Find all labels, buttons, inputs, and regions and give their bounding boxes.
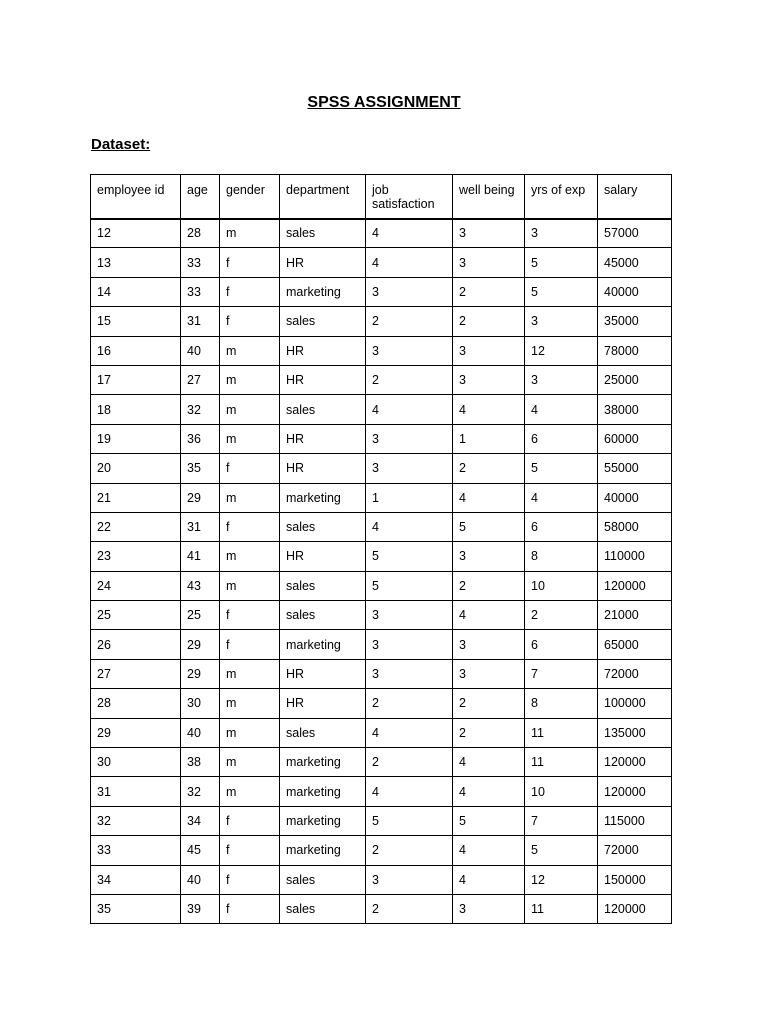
cell-job-satisfaction: 2 bbox=[366, 689, 453, 718]
table-row bbox=[91, 219, 672, 248]
cell-salary: 120000 bbox=[598, 777, 672, 806]
cell-yrs-of-exp: 4 bbox=[525, 483, 598, 512]
table-row bbox=[91, 454, 672, 483]
cell-well-being: 4 bbox=[453, 483, 525, 512]
column-header-yrs-of-exp: yrs of exp bbox=[525, 175, 598, 219]
cell-job-satisfaction: 2 bbox=[366, 307, 453, 336]
cell-yrs-of-exp: 8 bbox=[525, 542, 598, 571]
cell-department: HR bbox=[280, 542, 366, 571]
cell-department: HR bbox=[280, 365, 366, 394]
cell-well-being: 4 bbox=[453, 748, 525, 777]
cell-job-satisfaction: 4 bbox=[366, 395, 453, 424]
cell-well-being: 4 bbox=[453, 836, 525, 865]
cell-job-satisfaction: 5 bbox=[366, 542, 453, 571]
table-row bbox=[91, 630, 672, 659]
cell-yrs-of-exp: 3 bbox=[525, 307, 598, 336]
page-title: SPSS ASSIGNMENT bbox=[307, 94, 461, 111]
cell-well-being: 2 bbox=[453, 689, 525, 718]
table-row bbox=[91, 307, 672, 336]
cell-gender: f bbox=[220, 601, 280, 630]
cell-employee-id: 25 bbox=[91, 601, 181, 630]
cell-gender: m bbox=[220, 395, 280, 424]
cell-well-being: 3 bbox=[453, 219, 525, 248]
cell-gender: m bbox=[220, 659, 280, 688]
cell-salary: 35000 bbox=[598, 307, 672, 336]
cell-age: 30 bbox=[181, 689, 220, 718]
cell-well-being: 5 bbox=[453, 512, 525, 541]
cell-job-satisfaction: 4 bbox=[366, 777, 453, 806]
cell-age: 36 bbox=[181, 424, 220, 453]
cell-yrs-of-exp: 6 bbox=[525, 630, 598, 659]
cell-yrs-of-exp: 3 bbox=[525, 219, 598, 248]
cell-age: 32 bbox=[181, 395, 220, 424]
cell-gender: f bbox=[220, 894, 280, 923]
cell-employee-id: 20 bbox=[91, 454, 181, 483]
cell-gender: m bbox=[220, 689, 280, 718]
cell-job-satisfaction: 4 bbox=[366, 219, 453, 248]
cell-employee-id: 13 bbox=[91, 248, 181, 277]
column-header-department: department bbox=[280, 175, 366, 219]
cell-department: sales bbox=[280, 601, 366, 630]
cell-well-being: 2 bbox=[453, 277, 525, 306]
cell-age: 25 bbox=[181, 601, 220, 630]
column-header-job-satisfaction: job satisfaction bbox=[366, 175, 453, 219]
cell-gender: f bbox=[220, 512, 280, 541]
cell-salary: 55000 bbox=[598, 454, 672, 483]
table-row bbox=[91, 336, 672, 365]
cell-age: 35 bbox=[181, 454, 220, 483]
cell-gender: f bbox=[220, 307, 280, 336]
table-row bbox=[91, 512, 672, 541]
cell-job-satisfaction: 1 bbox=[366, 483, 453, 512]
cell-age: 29 bbox=[181, 659, 220, 688]
column-header-salary: salary bbox=[598, 175, 672, 219]
cell-yrs-of-exp: 10 bbox=[525, 777, 598, 806]
cell-yrs-of-exp: 6 bbox=[525, 512, 598, 541]
cell-employee-id: 32 bbox=[91, 806, 181, 835]
cell-employee-id: 24 bbox=[91, 571, 181, 600]
cell-age: 27 bbox=[181, 365, 220, 394]
cell-department: HR bbox=[280, 336, 366, 365]
cell-gender: m bbox=[220, 777, 280, 806]
cell-age: 40 bbox=[181, 865, 220, 894]
cell-employee-id: 18 bbox=[91, 395, 181, 424]
cell-salary: 25000 bbox=[598, 365, 672, 394]
cell-age: 38 bbox=[181, 748, 220, 777]
cell-yrs-of-exp: 8 bbox=[525, 689, 598, 718]
cell-department: sales bbox=[280, 865, 366, 894]
column-header-age: age bbox=[181, 175, 220, 219]
cell-employee-id: 29 bbox=[91, 718, 181, 747]
cell-salary: 120000 bbox=[598, 748, 672, 777]
cell-employee-id: 34 bbox=[91, 865, 181, 894]
cell-gender: m bbox=[220, 542, 280, 571]
cell-employee-id: 22 bbox=[91, 512, 181, 541]
cell-well-being: 2 bbox=[453, 571, 525, 600]
cell-job-satisfaction: 2 bbox=[366, 836, 453, 865]
cell-well-being: 2 bbox=[453, 718, 525, 747]
cell-job-satisfaction: 5 bbox=[366, 571, 453, 600]
cell-yrs-of-exp: 2 bbox=[525, 601, 598, 630]
cell-department: marketing bbox=[280, 630, 366, 659]
cell-age: 29 bbox=[181, 483, 220, 512]
table-row bbox=[91, 571, 672, 600]
column-header-gender: gender bbox=[220, 175, 280, 219]
cell-yrs-of-exp: 12 bbox=[525, 336, 598, 365]
table-row bbox=[91, 542, 672, 571]
cell-salary: 120000 bbox=[598, 894, 672, 923]
cell-department: HR bbox=[280, 248, 366, 277]
table-row bbox=[91, 659, 672, 688]
cell-employee-id: 33 bbox=[91, 836, 181, 865]
cell-age: 31 bbox=[181, 307, 220, 336]
cell-department: sales bbox=[280, 718, 366, 747]
cell-gender: f bbox=[220, 806, 280, 835]
cell-gender: m bbox=[220, 483, 280, 512]
cell-well-being: 5 bbox=[453, 806, 525, 835]
table-row bbox=[91, 601, 672, 630]
cell-department: sales bbox=[280, 512, 366, 541]
cell-gender: m bbox=[220, 365, 280, 394]
cell-employee-id: 35 bbox=[91, 894, 181, 923]
cell-job-satisfaction: 3 bbox=[366, 630, 453, 659]
cell-department: marketing bbox=[280, 836, 366, 865]
cell-gender: f bbox=[220, 277, 280, 306]
cell-department: marketing bbox=[280, 777, 366, 806]
cell-gender: m bbox=[220, 571, 280, 600]
cell-job-satisfaction: 3 bbox=[366, 424, 453, 453]
cell-age: 31 bbox=[181, 512, 220, 541]
cell-salary: 135000 bbox=[598, 718, 672, 747]
cell-job-satisfaction: 2 bbox=[366, 894, 453, 923]
cell-salary: 65000 bbox=[598, 630, 672, 659]
cell-well-being: 3 bbox=[453, 542, 525, 571]
cell-department: sales bbox=[280, 894, 366, 923]
cell-salary: 72000 bbox=[598, 836, 672, 865]
cell-well-being: 3 bbox=[453, 365, 525, 394]
table-row bbox=[91, 483, 672, 512]
cell-gender: f bbox=[220, 630, 280, 659]
cell-salary: 120000 bbox=[598, 571, 672, 600]
cell-yrs-of-exp: 4 bbox=[525, 395, 598, 424]
cell-age: 40 bbox=[181, 336, 220, 365]
cell-yrs-of-exp: 5 bbox=[525, 836, 598, 865]
cell-salary: 150000 bbox=[598, 865, 672, 894]
cell-job-satisfaction: 3 bbox=[366, 865, 453, 894]
cell-employee-id: 23 bbox=[91, 542, 181, 571]
cell-well-being: 4 bbox=[453, 601, 525, 630]
cell-employee-id: 21 bbox=[91, 483, 181, 512]
table-body bbox=[91, 219, 672, 924]
cell-yrs-of-exp: 7 bbox=[525, 659, 598, 688]
cell-well-being: 2 bbox=[453, 454, 525, 483]
table-row bbox=[91, 806, 672, 835]
cell-department: sales bbox=[280, 307, 366, 336]
table-row bbox=[91, 894, 672, 923]
cell-job-satisfaction: 5 bbox=[366, 806, 453, 835]
cell-salary: 57000 bbox=[598, 219, 672, 248]
cell-salary: 58000 bbox=[598, 512, 672, 541]
cell-department: HR bbox=[280, 454, 366, 483]
cell-yrs-of-exp: 5 bbox=[525, 277, 598, 306]
table-row bbox=[91, 777, 672, 806]
table-row bbox=[91, 365, 672, 394]
column-header-employee-id: employee id bbox=[91, 175, 181, 219]
cell-yrs-of-exp: 3 bbox=[525, 365, 598, 394]
table-row bbox=[91, 865, 672, 894]
cell-employee-id: 28 bbox=[91, 689, 181, 718]
cell-job-satisfaction: 4 bbox=[366, 718, 453, 747]
cell-department: sales bbox=[280, 571, 366, 600]
cell-gender: m bbox=[220, 219, 280, 248]
cell-well-being: 3 bbox=[453, 659, 525, 688]
cell-employee-id: 27 bbox=[91, 659, 181, 688]
cell-department: sales bbox=[280, 395, 366, 424]
cell-department: HR bbox=[280, 659, 366, 688]
cell-department: HR bbox=[280, 424, 366, 453]
table-row bbox=[91, 748, 672, 777]
cell-yrs-of-exp: 12 bbox=[525, 865, 598, 894]
table-row bbox=[91, 395, 672, 424]
cell-salary: 60000 bbox=[598, 424, 672, 453]
cell-age: 29 bbox=[181, 630, 220, 659]
cell-age: 33 bbox=[181, 277, 220, 306]
table-row bbox=[91, 689, 672, 718]
cell-gender: f bbox=[220, 248, 280, 277]
cell-department: marketing bbox=[280, 277, 366, 306]
cell-department: sales bbox=[280, 219, 366, 248]
cell-salary: 72000 bbox=[598, 659, 672, 688]
cell-job-satisfaction: 3 bbox=[366, 659, 453, 688]
cell-gender: m bbox=[220, 424, 280, 453]
cell-well-being: 1 bbox=[453, 424, 525, 453]
cell-yrs-of-exp: 11 bbox=[525, 748, 598, 777]
cell-well-being: 3 bbox=[453, 248, 525, 277]
cell-job-satisfaction: 3 bbox=[366, 336, 453, 365]
column-header-well-being: well being bbox=[453, 175, 525, 219]
cell-salary: 40000 bbox=[598, 277, 672, 306]
cell-age: 28 bbox=[181, 219, 220, 248]
cell-salary: 38000 bbox=[598, 395, 672, 424]
cell-yrs-of-exp: 11 bbox=[525, 894, 598, 923]
cell-age: 33 bbox=[181, 248, 220, 277]
cell-age: 39 bbox=[181, 894, 220, 923]
cell-employee-id: 31 bbox=[91, 777, 181, 806]
cell-employee-id: 26 bbox=[91, 630, 181, 659]
cell-employee-id: 30 bbox=[91, 748, 181, 777]
cell-gender: m bbox=[220, 748, 280, 777]
dataset-table bbox=[90, 174, 672, 924]
cell-employee-id: 19 bbox=[91, 424, 181, 453]
cell-department: HR bbox=[280, 689, 366, 718]
cell-employee-id: 17 bbox=[91, 365, 181, 394]
cell-yrs-of-exp: 10 bbox=[525, 571, 598, 600]
cell-well-being: 2 bbox=[453, 307, 525, 336]
cell-job-satisfaction: 3 bbox=[366, 277, 453, 306]
cell-yrs-of-exp: 5 bbox=[525, 454, 598, 483]
cell-age: 40 bbox=[181, 718, 220, 747]
cell-employee-id: 15 bbox=[91, 307, 181, 336]
cell-salary: 21000 bbox=[598, 601, 672, 630]
cell-employee-id: 14 bbox=[91, 277, 181, 306]
cell-salary: 40000 bbox=[598, 483, 672, 512]
table-row bbox=[91, 277, 672, 306]
table-row bbox=[91, 424, 672, 453]
cell-yrs-of-exp: 7 bbox=[525, 806, 598, 835]
cell-job-satisfaction: 2 bbox=[366, 365, 453, 394]
cell-well-being: 4 bbox=[453, 777, 525, 806]
cell-gender: f bbox=[220, 865, 280, 894]
cell-age: 43 bbox=[181, 571, 220, 600]
cell-job-satisfaction: 2 bbox=[366, 748, 453, 777]
table-row bbox=[91, 248, 672, 277]
cell-gender: m bbox=[220, 718, 280, 747]
cell-gender: f bbox=[220, 454, 280, 483]
cell-gender: f bbox=[220, 836, 280, 865]
cell-job-satisfaction: 3 bbox=[366, 601, 453, 630]
cell-employee-id: 16 bbox=[91, 336, 181, 365]
cell-age: 41 bbox=[181, 542, 220, 571]
cell-well-being: 3 bbox=[453, 894, 525, 923]
cell-department: marketing bbox=[280, 483, 366, 512]
cell-yrs-of-exp: 6 bbox=[525, 424, 598, 453]
cell-salary: 45000 bbox=[598, 248, 672, 277]
section-heading-dataset: Dataset: bbox=[91, 136, 151, 153]
table-header-row bbox=[91, 175, 672, 219]
cell-job-satisfaction: 4 bbox=[366, 512, 453, 541]
table-row bbox=[91, 836, 672, 865]
cell-well-being: 3 bbox=[453, 336, 525, 365]
cell-salary: 100000 bbox=[598, 689, 672, 718]
cell-salary: 115000 bbox=[598, 806, 672, 835]
cell-gender: m bbox=[220, 336, 280, 365]
cell-salary: 110000 bbox=[598, 542, 672, 571]
cell-age: 32 bbox=[181, 777, 220, 806]
cell-salary: 78000 bbox=[598, 336, 672, 365]
cell-job-satisfaction: 3 bbox=[366, 454, 453, 483]
cell-well-being: 4 bbox=[453, 865, 525, 894]
table-row bbox=[91, 718, 672, 747]
cell-well-being: 3 bbox=[453, 630, 525, 659]
cell-department: marketing bbox=[280, 748, 366, 777]
cell-job-satisfaction: 4 bbox=[366, 248, 453, 277]
cell-yrs-of-exp: 5 bbox=[525, 248, 598, 277]
cell-age: 34 bbox=[181, 806, 220, 835]
cell-age: 45 bbox=[181, 836, 220, 865]
cell-well-being: 4 bbox=[453, 395, 525, 424]
cell-department: marketing bbox=[280, 806, 366, 835]
cell-yrs-of-exp: 11 bbox=[525, 718, 598, 747]
cell-employee-id: 12 bbox=[91, 219, 181, 248]
